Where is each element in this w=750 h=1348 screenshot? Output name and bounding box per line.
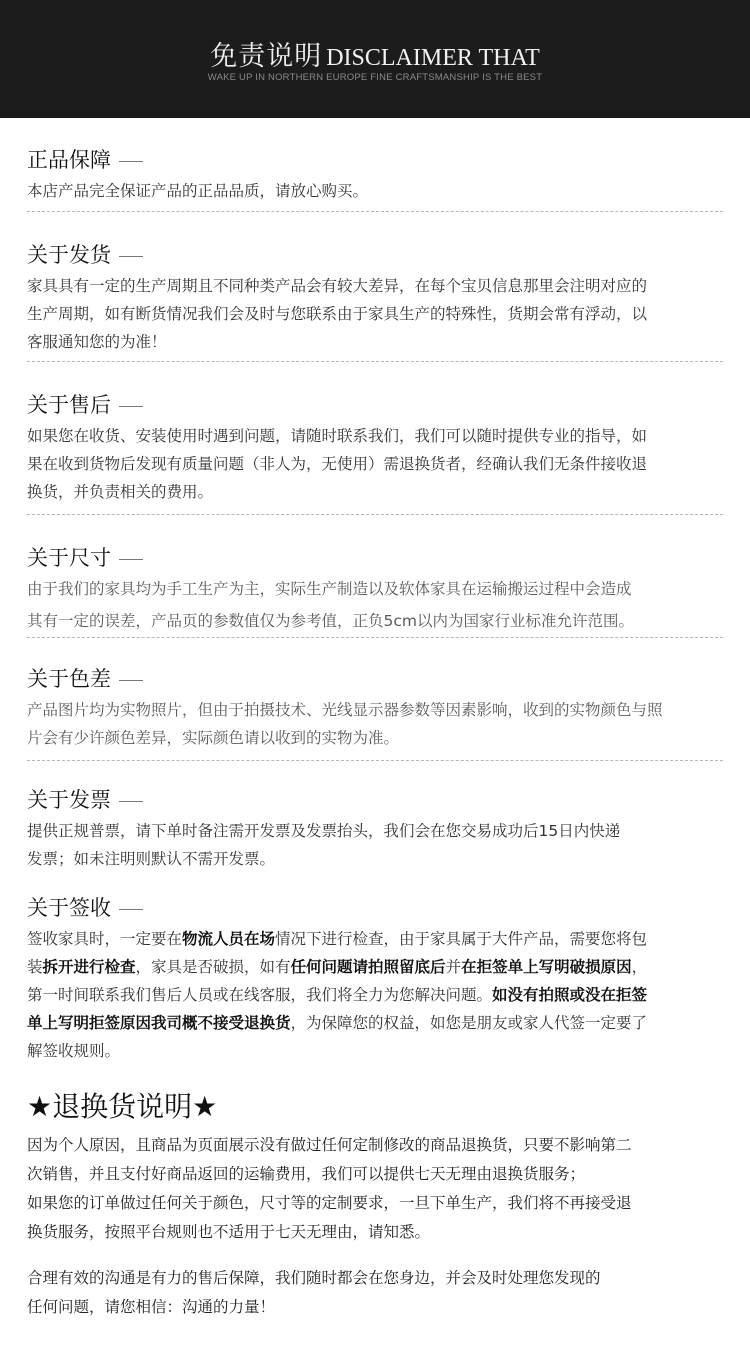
signing-line: 解签收规则。 (27, 1042, 121, 1060)
section-title: 关于色差 (27, 662, 723, 696)
section-signing (27, 891, 723, 1065)
title-dash (119, 801, 143, 802)
title-dash (119, 256, 143, 257)
section-body: 家具具有一定的生产周期且不同种类产品会有较大差异，在每个宝贝信息那里会注明对应的 生产周期，如有断货情况我们会及时与您联系由于家具生产的特殊性，货期会常有浮动，以 客服通知您的为准！ (27, 277, 648, 351)
section-body (27, 925, 723, 1065)
section-title: 关于发货 (27, 238, 723, 272)
section-shipping (27, 238, 723, 362)
disclaimer-content (0, 143, 750, 1322)
closing-note: 合理有效的沟通是有力的售后保障，我们随时都会在您身边，并会及时处理您发现的 任何问题，请您相信：沟通的力量！ (27, 1269, 601, 1316)
title-dash (119, 406, 143, 407)
signing-line: 签收家具时，一定要在物流人员在场情况下进行检查，由于家具属于大件产品，需要您将包 (27, 930, 648, 948)
title-dash (119, 909, 143, 910)
section-title: 关于售后 (27, 388, 723, 422)
section-title: 关于发票 (27, 783, 723, 817)
returns-body: 因为个人原因，且商品为页面展示没有做过任何定制修改的商品退换货，只要不影响第二 次销售，并且支付好商品返回的运输费用，我们可以提供七天无理由退换货服务； 如果您的订单做过任何关于颜色，尺寸等的定制要求，一旦下单生产，我们将不再接受退 换货服务，按照平台规则也不适用于七天无理由，请知悉。 (27, 1136, 632, 1241)
section-body: 如果您在收货、安装使用时遇到问题，请随时联系我们，我们可以随时提供专业的指导，如 果在收到货物后发现有质量问题（非人为，无使用）需退换货者，经确认我们无条件接收退 换货，并负责相关的费用。 (27, 427, 648, 501)
title-dash (119, 680, 143, 681)
title-english: DISCLAIMER THAT (326, 45, 540, 71)
section-after-sales (27, 388, 723, 515)
section-title: 正品保障 (27, 143, 723, 177)
section-color-difference (27, 662, 723, 761)
page-header (0, 0, 750, 118)
section-body: 本店产品完全保证产品的正品品质，请放心购买。 (27, 182, 369, 200)
section-title: 关于签收 (27, 891, 723, 925)
returns-title: ★退换货说明★ (27, 1090, 218, 1123)
signing-line: 单上写明拒签原因我司概不接受退换货，为保障您的权益，如您是朋友或家人代签一定要了 (27, 1014, 648, 1032)
section-body: 提供正规普票，请下单时备注需开发票及发票抬头，我们会在您交易成功后15日内快递 发票；如未注明则默认不需开发票。 (27, 822, 621, 868)
signing-line: 第一时间联系我们售后人员或在线客服，我们将全力为您解决问题。如没有拍照或没在拒签 (27, 986, 648, 1004)
title-chinese: 免责说明 (210, 41, 323, 72)
title-dash (119, 161, 143, 162)
section-body: 产品图片均为实物照片，但由于拍摄技术、光线显示器参数等因素影响，收到的实物颜色与照 片会有少许颜色差异，实际颜色请以收到的实物为准。 (27, 701, 663, 747)
section-size (27, 541, 723, 638)
page-subtitle: WAKE UP IN NORTHERN EUROPE FINE CRAFTSMANSHIP IS THE BEST (207, 72, 543, 83)
section-authenticity (27, 143, 723, 212)
page-title (0, 34, 750, 73)
section-body: 由于我们的家具均为手工生产为主，实际生产制造以及软体家具在运输搬运过程中会造成 其有一定的误差，产品页的参数值仅为参考值，正负5cm以内为国家行业标准允许范围。 (27, 580, 634, 630)
section-title: 关于尺寸 (27, 541, 723, 575)
section-invoice (27, 783, 723, 873)
title-dash (119, 559, 143, 560)
signing-line: 装拆开进行检查，家具是否破损，如有任何问题请拍照留底后并在拒签单上写明破损原因， (27, 958, 648, 976)
